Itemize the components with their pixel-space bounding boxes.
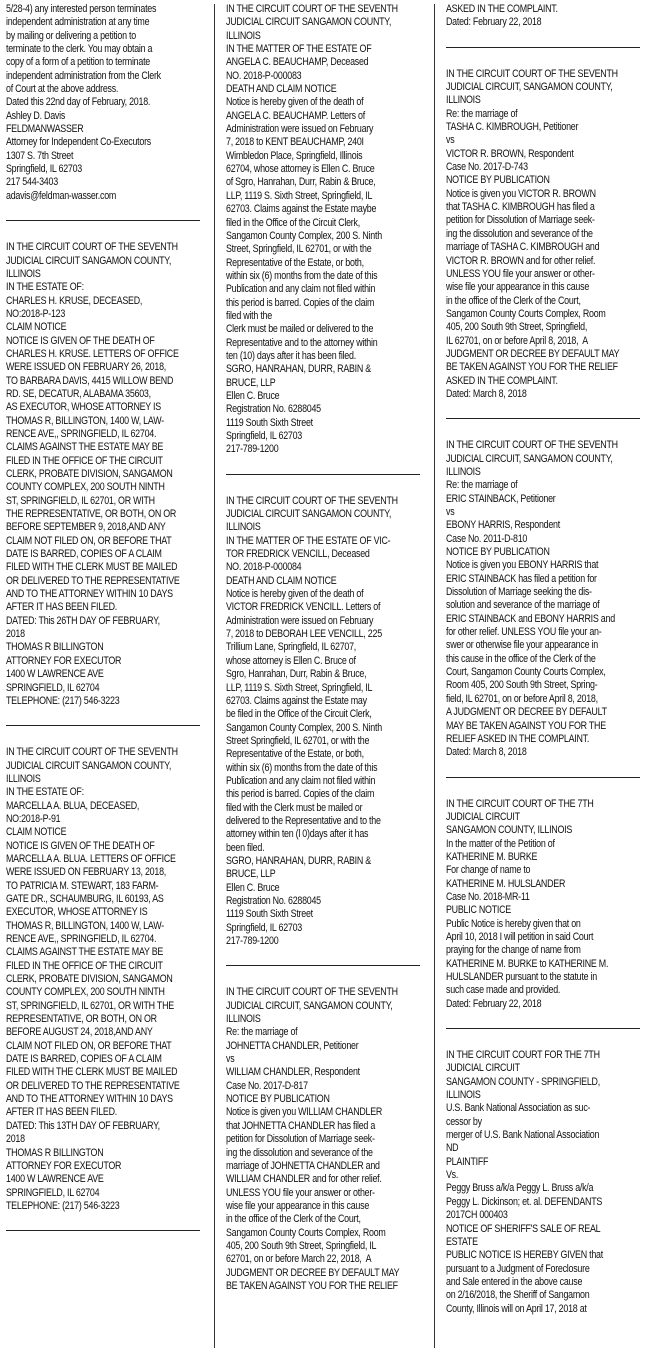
- notice-sheriffs-sale: IN THE CIRCUIT COURT FOR THE 7TH JUDICIAL CIRCUIT SANGAMON COUNTY - SPRINGFIELD, ILLINOIS U.S. Bank National Association as suc- cessor by merger of U.S. Bank National Association ND PLAINTIFF Vs. Peggy Bruss a/k/a Peggy L. Bruss a/k/a Peggy L. Dickinson; et. al. DEFENDANTS 2017CH 000403 NOTICE OF SHERIFF'S SALE OF REAL ESTATE PUBLIC NOTICE IS HEREBY GIVEN that pursuant to a Judgment of Foreclosure and Sale entered in the above cause on 2/16/2018, the Sheriff of Sangamon County, Illinois will on April 17, 2018 at: [446, 1049, 603, 1315]
- notice-divider: [6, 1230, 200, 1231]
- notice-divider: [6, 725, 200, 726]
- notice-kimbrough-marriage: IN THE CIRCUIT COURT OF THE SEVENTH JUDICIAL CIRCUIT, SANGAMON COUNTY, ILLINOIS Re: the marriage of TASHA C. KIMBROUGH, Petitioner vs VICTOR R. BROWN, Respondent Case No. 2017-D-743 NOTICE BY PUBLICATION Notice is given you VICTOR R. BROWN that TASHA C. KIMBROUGH has filed a petition for Dissolution of Marriage seek- ing the dissolution and severance of the marriage of TASHA C. KIMBROUGH and VICTOR R. BROWN and for other relief. UNLESS YOU file your answer or other- wise file your appearance in this cause in the office of the Clerk of the Court, Sangamon County Courts Complex, Room 405, 200 South 9th Street, Springfield, IL 62701, on or before April 8, 2018, A JUDGMENT OR DECREE BY DEFAULT MAY BE TAKEN AGAINST YOU FOR THE RELIEF ASKED IN THE COMPLAINT. Dated: March 8, 2018: [446, 67, 620, 400]
- notice-blua-estate: IN THE CIRCUIT COURT OF THE SEVENTH JUDICIAL CIRCUIT SANGAMON COUNTY, ILLINOIS IN THE ESTATE OF: MARCELLA A. BLUA, DECEASED, NO:2018-P-91 CLAIM NOTICE NOTICE IS GIVEN OF THE DEATH OF MARCELLA A. BLUA. LETTERS OF OFFICE WERE ISSUED ON FEBRUARY 13, 2018, TO PATRICIA M. STEWART, 183 FARM- GATE DR., SCHAUMBURG, IL 60193, AS EXECUTOR, WHOSE ATTORNEY IS THOMAS R, BILLINGTON, 1400 W, LAW- RENCE AVE,, SPRINGFIELD, IL 62704. CLAIMS AGAINST THE ESTATE MAY BE FILED IN THE OFFICE OF THE CIRCUIT CLERK, PROBATE DIVISION, SANGAMON COUNTY COMPLEX, 200 SOUTH NINTH ST, SPRINGFIELD, IL 62701, OR WITH THE REPRESENTATIVE, OR BOTH, ON OR BEFORE AUGUST 24, 2018,AND ANY CLAIM NOT FILED ON, OR BEFORE THAT DATE IS BARRED, COPIES OF A CLAIM FILED WITH THE CLERK MUST BE MAILED OR DELIVERED TO THE REPRESENTATIVE AND TO THE ATTORNEY WITHIN 10 DAYS AFTER IT HAS BEEN FILED. DATED: This 13TH DAY OF FEBRUARY, 2018 THOMAS R BILLINGTON ATTORNEY FOR EXECUTOR 1400 W LAWRENCE AVE SPRINGFIELD, IL 62704 TELEPHONE: (217) 546-3223: [6, 746, 180, 1212]
- column-rule: [434, 4, 435, 1348]
- column-3: [446, 0, 642, 1352]
- notice-divider: [446, 47, 640, 48]
- column-1: [6, 0, 205, 1352]
- notice-independent-administration: 5/28-4) any interested person terminates independent administration at any time by mailing or delivering a petition to terminate to the clerk. You may obtain a copy of a form of a petition to terminate independent administration from the Clerk of Court at the above address. Dated this 22nd day of February, 2018. Ashley D. Davis FELDMANWASSER Attorney for Independent Co-Executors 1307 S. 7th Street Springfield, IL 62703 217 544-3403 adavis@feldman-wasser.com: [6, 3, 161, 202]
- column-rule: [214, 4, 215, 1348]
- notice-divider: [446, 1028, 640, 1029]
- notice-chandler-marriage: IN THE CIRCUIT COURT OF THE SEVENTH JUDICIAL CIRCUIT, SANGAMON COUNTY, ILLINOIS Re: the marriage of JOHNETTA CHANDLER, Petitioner vs WILLIAM CHANDLER, Respondent Case No. 2017-D-817 NOTICE BY PUBLICATION Notice is given you WILLIAM CHANDLER that JOHNETTA CHANDLER has filed a petition for Dissolution of Marriage seek- ing the dissolution and severance of the marriage of JOHNETTA CHANDLER and WILLIAM CHANDLER and for other relief. UNLESS YOU file your answer or other- wise file your appearance in this cause in the office of the Clerk of the Court, Sangamon County Courts Complex, Room 405, 200 South 9th Street, Springfield, IL 62701, on or before March 22, 2018, A JUDGMENT OR DECREE BY DEFAULT MAY BE TAKEN AGAINST YOU FOR THE RELIEF: [226, 986, 400, 1292]
- notice-divider: [226, 965, 420, 966]
- notice-chandler-continued: ASKED IN THE COMPLAINT. Dated: February 22, 2018: [446, 3, 558, 29]
- notice-divider: [226, 474, 420, 475]
- notice-divider: [446, 418, 640, 419]
- notice-beauchamp-estate: IN THE CIRCUIT COURT OF THE SEVENTH JUDICIAL CIRCUIT SANGAMON COUNTY, ILLINOIS IN THE MATTER OF THE ESTATE OF ANGELA C. BEAUCHAMP, Deceased NO. 2018-P-000083 DEATH AND CLAIM NOTICE Notice is hereby given of the death of ANGELA C. BEAUCHAMP. Letters of Administration were issued on February 7, 2018 to KENT BEAUCHAMP, 240I Wimbledon Place, Springfield, Illinois 62704, whose attorney is Ellen C. Bruce of Sgro, Hanrahan, Durr, Rabin & Bruce, LLP, 1119 S. Sixth Street, Springfield, IL 62703. Claims against the Estate maybe filed in the Office of the Circuit Clerk, Sangamon County Complex, 200 S. Ninth Street, Springfield, IL 62701, or with the Representative of the Estate, or both, within six (6) months from the date of this Publication and any claim not filed within this period is barred. Copies of the claim filed with the Clerk must be mailed or delivered to the Representative and to the attorney within ten (10) days after it has been filed. SGRO, HANRAHAN, DURR, RABIN & BRUCE, LLP Ellen C. Bruce Registration No. 6288045 1119 South Sixth Street Springfield, IL 62703 217-789-1200: [226, 3, 398, 456]
- column-2: [226, 0, 423, 1352]
- notice-divider: [446, 777, 640, 778]
- notice-vencill-estate: IN THE CIRCUIT COURT OF THE SEVENTH JUDICIAL CIRCUIT SANGAMON COUNTY, ILLINOIS IN THE MATTER OF THE ESTATE OF VIC- TOR FREDRICK VENCILL, Deceased NO. 2018-P-000084 DEATH AND CLAIM NOTICE Notice is hereby given of the death of VICTOR FREDRICK VENCILL. Letters of Administration were issued on February 7, 2018 to DEBORAH LEE VENCILL, 225 Trillium Lane, Springfield, IL 62707, whose attorney is Ellen C. Bruce of Sgro, Hanrahan, Durr, Rabin & Bruce, LLP, 1119 S. Sixth Street, Springfield, IL 62703. Claims against the Estate may be filed in the Office of the Circuit Clerk, Sangamon County Complex, 200 S. Ninth Street Springfield, IL 62701, or with the Representative of the Estate, or both, within six (6) months from the date of this Publication and any claim not filed within this period is barred. Copies of the claim filed with the Clerk must be mailed or delivered to the Representative and to the attorney within ten (l 0)days after it has been filed. SGRO, HANRAHAN, DURR, RABIN & BRUCE, LLP Ellen C. Bruce Registration No. 6288045 1119 South Sixth Street Springfield, IL 62703 217-789-1200: [226, 494, 398, 948]
- notice-kruse-estate: IN THE CIRCUIT COURT OF THE SEVENTH JUDICIAL CIRCUIT SANGAMON COUNTY, ILLINOIS IN THE ESTATE OF: CHARLES H. KRUSE, DECEASED, NO:2018-P-123 CLAIM NOTICE NOTICE IS GIVEN OF THE DEATH OF CHARLES H. KRUSE. LETTERS OF OFFICE WERE ISSUED ON FEBRUARY 26, 2018, TO BARBARA DAVIS, 4415 WILLOW BEND RD. SE, DECATUR, ALABAMA 35603, AS EXECUTOR, WHOSE ATTORNEY IS THOMAS R, BILLINGTON, 1400 W, LAW- RENCE AVE,, SPRINGFIELD, IL 62704. CLAIMS AGAINST THE ESTATE MAY BE FILED IN THE OFFICE OF THE CIRCUIT CLERK, PROBATE DIVISION, SANGAMON COUNTY COMPLEX, 200 SOUTH NINTH ST, SPRINGFIELD, IL 62701, OR WITH THE REPRESENTATIVE, OR BOTH, ON OR BEFORE SEPTEMBER 9, 2018,AND ANY CLAIM NOT FILED ON, OR BEFORE THAT DATE IS BARRED, COPIES OF A CLAIM FILED WITH THE CLERK MUST BE MAILED OR DELIVERED TO THE REPRESENTATIVE AND TO THE ATTORNEY WITHIN 10 DAYS AFTER IT HAS BEEN FILED. DATED: This 26TH DAY OF FEBRUARY, 2018 THOMAS R BILLINGTON ATTORNEY FOR EXECUTOR 1400 W LAWRENCE AVE SPRINGFIELD, IL 62704 TELEPHONE: (217) 546-3223: [6, 241, 180, 707]
- notice-burke-name-change: IN THE CIRCUIT COURT OF THE 7TH JUDICIAL CIRCUIT SANGAMON COUNTY, ILLINOIS In the matter of the Petition of KATHERINE M. BURKE For change of name to KATHERINE M. HULSLANDER Case No. 2018-MR-11 PUBLIC NOTICE Public Notice is hereby given that on April 10, 2018 I will petition in said Court praying for the change of name from KATHERINE M. BURKE to KATHERINE M. HULSLANDER pursuant to the statute in such case made and provided. Dated: February 22, 2018: [446, 797, 609, 1010]
- notice-divider: [6, 220, 200, 221]
- notice-stainback-marriage: IN THE CIRCUIT COURT OF THE SEVENTH JUDICIAL CIRCUIT, SANGAMON COUNTY, ILLINOIS Re: the marriage of ERIC STAINBACK, Petitioner vs EBONY HARRIS, Respondent Case No. 2011-D-810 NOTICE BY PUBLICATION Notice is given you EBONY HARRIS that ERIC STAINBACK has filed a petition for Dissolution of Marriage seeking the dis- solution and severance of the marriage of ERIC STAINBACK and EBONY HARRIS and for other relief. UNLESS YOU file your an- swer or otherwise file your appearance in this cause in the office of the Clerk of the Court, Sangamon County Courts Complex, Room 405, 200 South 9th Street, Spring- field, IL 62701, on or before April 8, 2018, A JUDGMENT OR DECREE BY DEFAULT MAY BE TAKEN AGAINST YOU FOR THE RELIEF ASKED IN THE COMPLAINT. Dated: March 8, 2018: [446, 439, 618, 759]
